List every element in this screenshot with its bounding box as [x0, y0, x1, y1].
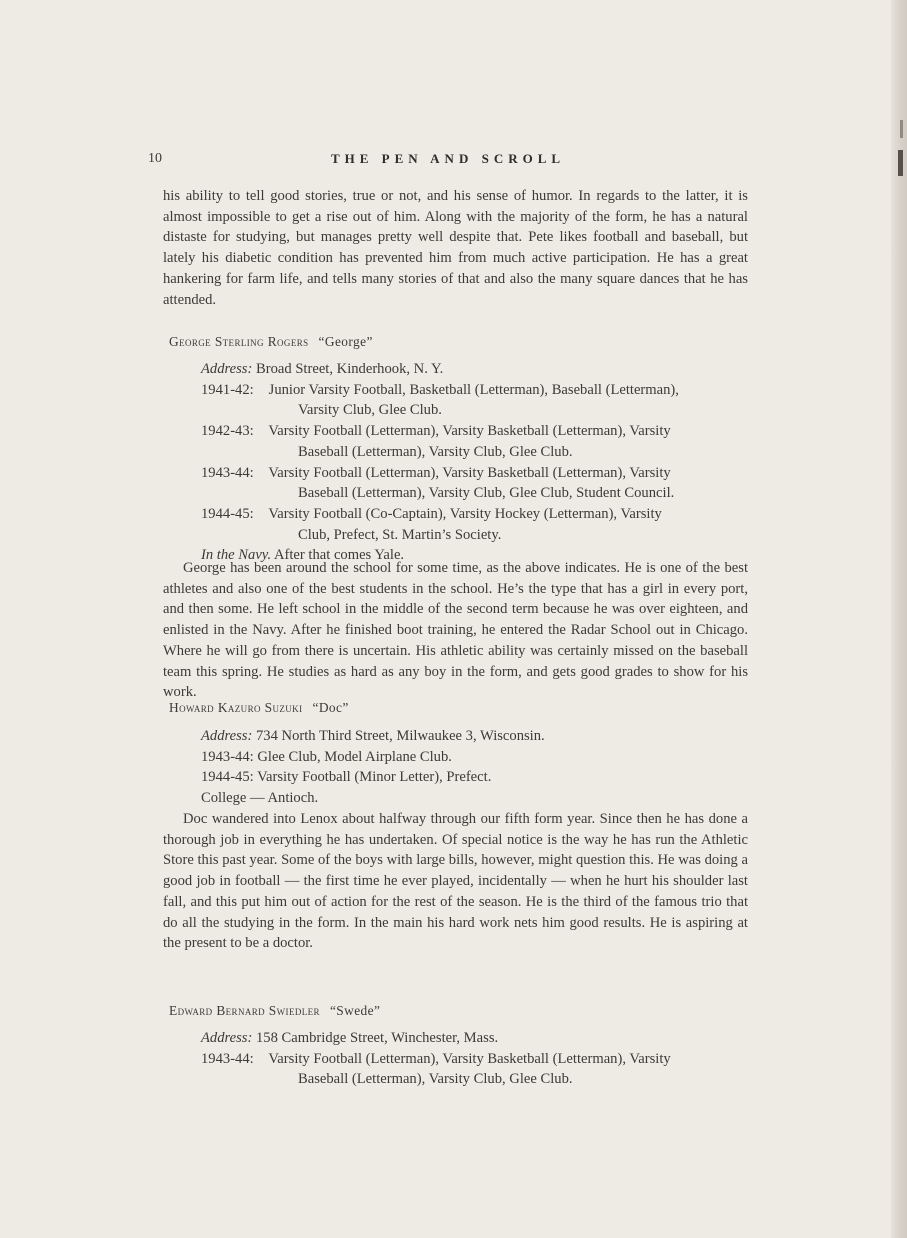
swiedler-name-line [169, 1003, 380, 1019]
student-name: Edward Bernard Swiedler [169, 1003, 320, 1018]
year-label: 1944-45: [201, 769, 254, 786]
activity-year [201, 421, 751, 442]
rogers-paragraph: George has been around the school for some time, as the above indicates. He is one of the best athletes and also one of the best students in the school. He’s the type that has a girl in every port, and then some. He left school in the middle of the second term because he was over eighteen, and enlisted in the Navy. After he finished boot training, he entered the Radar School out in Chicago. Where he will go from there is uncertain. His athletic ability was certainly missed on the baseball team this spring. He studies as hard as any boy in the form, and gets good grades to show for his work. [163, 560, 748, 701]
rogers-details [201, 359, 751, 566]
activity-text: Varsity Football (Letterman), Varsity Basketball (Letterman), Varsity [268, 1050, 671, 1067]
activity-continued: Club, Prefect, St. Martin’s Society. [298, 526, 502, 543]
activity-text: Varsity Football (Minor Letter), Prefect. [257, 769, 492, 786]
intro-paragraph: his ability to tell good stories, true or not, and his sense of humor. In regards to the latter, it is almost impossible to get a rise out of him. Along with the majority of the form, he has a natural distaste for studying, but manages pretty well despite that. Pete likes football and baseball, but lately his diabetic condition has prevented him from much active participation. He has a great hankering for farm life, and tells many stories of that and also the many square dances that he has attended. [163, 188, 748, 308]
address-line [201, 726, 751, 747]
future-line: College — Antioch. [201, 790, 319, 807]
activity-text: Junior Varsity Football, Basketball (Letterman), Baseball (Letterman), [268, 381, 679, 398]
activity-text: Varsity Football (Letterman), Varsity Basketball (Letterman), Varsity [268, 423, 671, 440]
running-title: THE PEN AND SCROLL [330, 151, 566, 166]
suzuki-details [201, 726, 751, 809]
address-line [201, 1028, 751, 1049]
address-text: 158 Cambridge Street, Winchester, Mass. [256, 1030, 499, 1046]
activity-year [201, 1049, 751, 1070]
address-label: Address: [201, 728, 253, 744]
suzuki-paragraph: Doc wandered into Lenox about halfway through our fifth form year. Since then he has done a thorough job in everything he has undertaken. Of special notice is the way he has run the Athletic Store this past year. Some of the boys with large bills, however, might question this. He was doing a good job in football — the first time he ever played, incidentally — when he hurt his shoulder last fall, and this put him out of action for the rest of the season. He is the third of the famous trio that do all the studying in the form. In the main his hard work nets him good results. He is aspiring at the present to be a doctor. [163, 811, 748, 952]
future-label: In the Navy. [201, 547, 272, 564]
intro-paragraph-block [163, 186, 748, 310]
activity-text: Glee Club, Model Airplane Club. [257, 748, 452, 765]
address-label: Address: [201, 1030, 253, 1046]
activity-year [201, 380, 751, 401]
address-line [201, 359, 751, 380]
student-name: Howard Kazuro Suzuki [169, 700, 303, 715]
year-label: 1944-45: [201, 505, 254, 522]
student-nickname: “Swede” [329, 1003, 381, 1018]
suzuki-paragraph-block [163, 809, 748, 954]
student-nickname: “George” [318, 334, 373, 349]
address-label: Address: [201, 361, 253, 377]
page-header [148, 151, 748, 171]
activity-continued: Baseball (Letterman), Varsity Club, Glee Club, Student Council. [298, 485, 675, 502]
year-label: 1941-42: [201, 381, 254, 398]
year-label: 1942-43: [201, 423, 254, 440]
swiedler-details [201, 1028, 751, 1090]
activity-text: Varsity Football (Letterman), Varsity Basketball (Letterman), Varsity [268, 464, 671, 481]
activity-year [201, 767, 751, 788]
activity-text: Varsity Football (Co-Captain), Varsity Hockey (Letterman), Varsity [268, 505, 662, 522]
activity-continued: Baseball (Letterman), Varsity Club, Glee Club. [298, 443, 573, 460]
activity-year [201, 504, 751, 525]
student-nickname: “Doc” [312, 700, 349, 715]
suzuki-name-line [169, 700, 349, 716]
address-text: 734 North Third Street, Milwaukee 3, Wisconsin. [256, 728, 545, 744]
address-text: Broad Street, Kinderhook, N. Y. [256, 361, 444, 377]
future-text: After that comes Yale. [273, 547, 405, 564]
year-label: 1943-44: [201, 464, 254, 481]
activity-year [201, 463, 751, 484]
year-label: 1943-44: [201, 748, 254, 765]
activity-year [201, 747, 751, 768]
student-name: George Sterling Rogers [169, 334, 309, 349]
rogers-paragraph-block [163, 558, 748, 703]
year-label: 1943-44: [201, 1050, 254, 1067]
rogers-name-line [169, 334, 373, 350]
activity-continued: Varsity Club, Glee Club. [298, 402, 442, 419]
activity-continued: Baseball (Letterman), Varsity Club, Glee Club. [298, 1071, 573, 1088]
page-number: 10 [148, 151, 162, 166]
